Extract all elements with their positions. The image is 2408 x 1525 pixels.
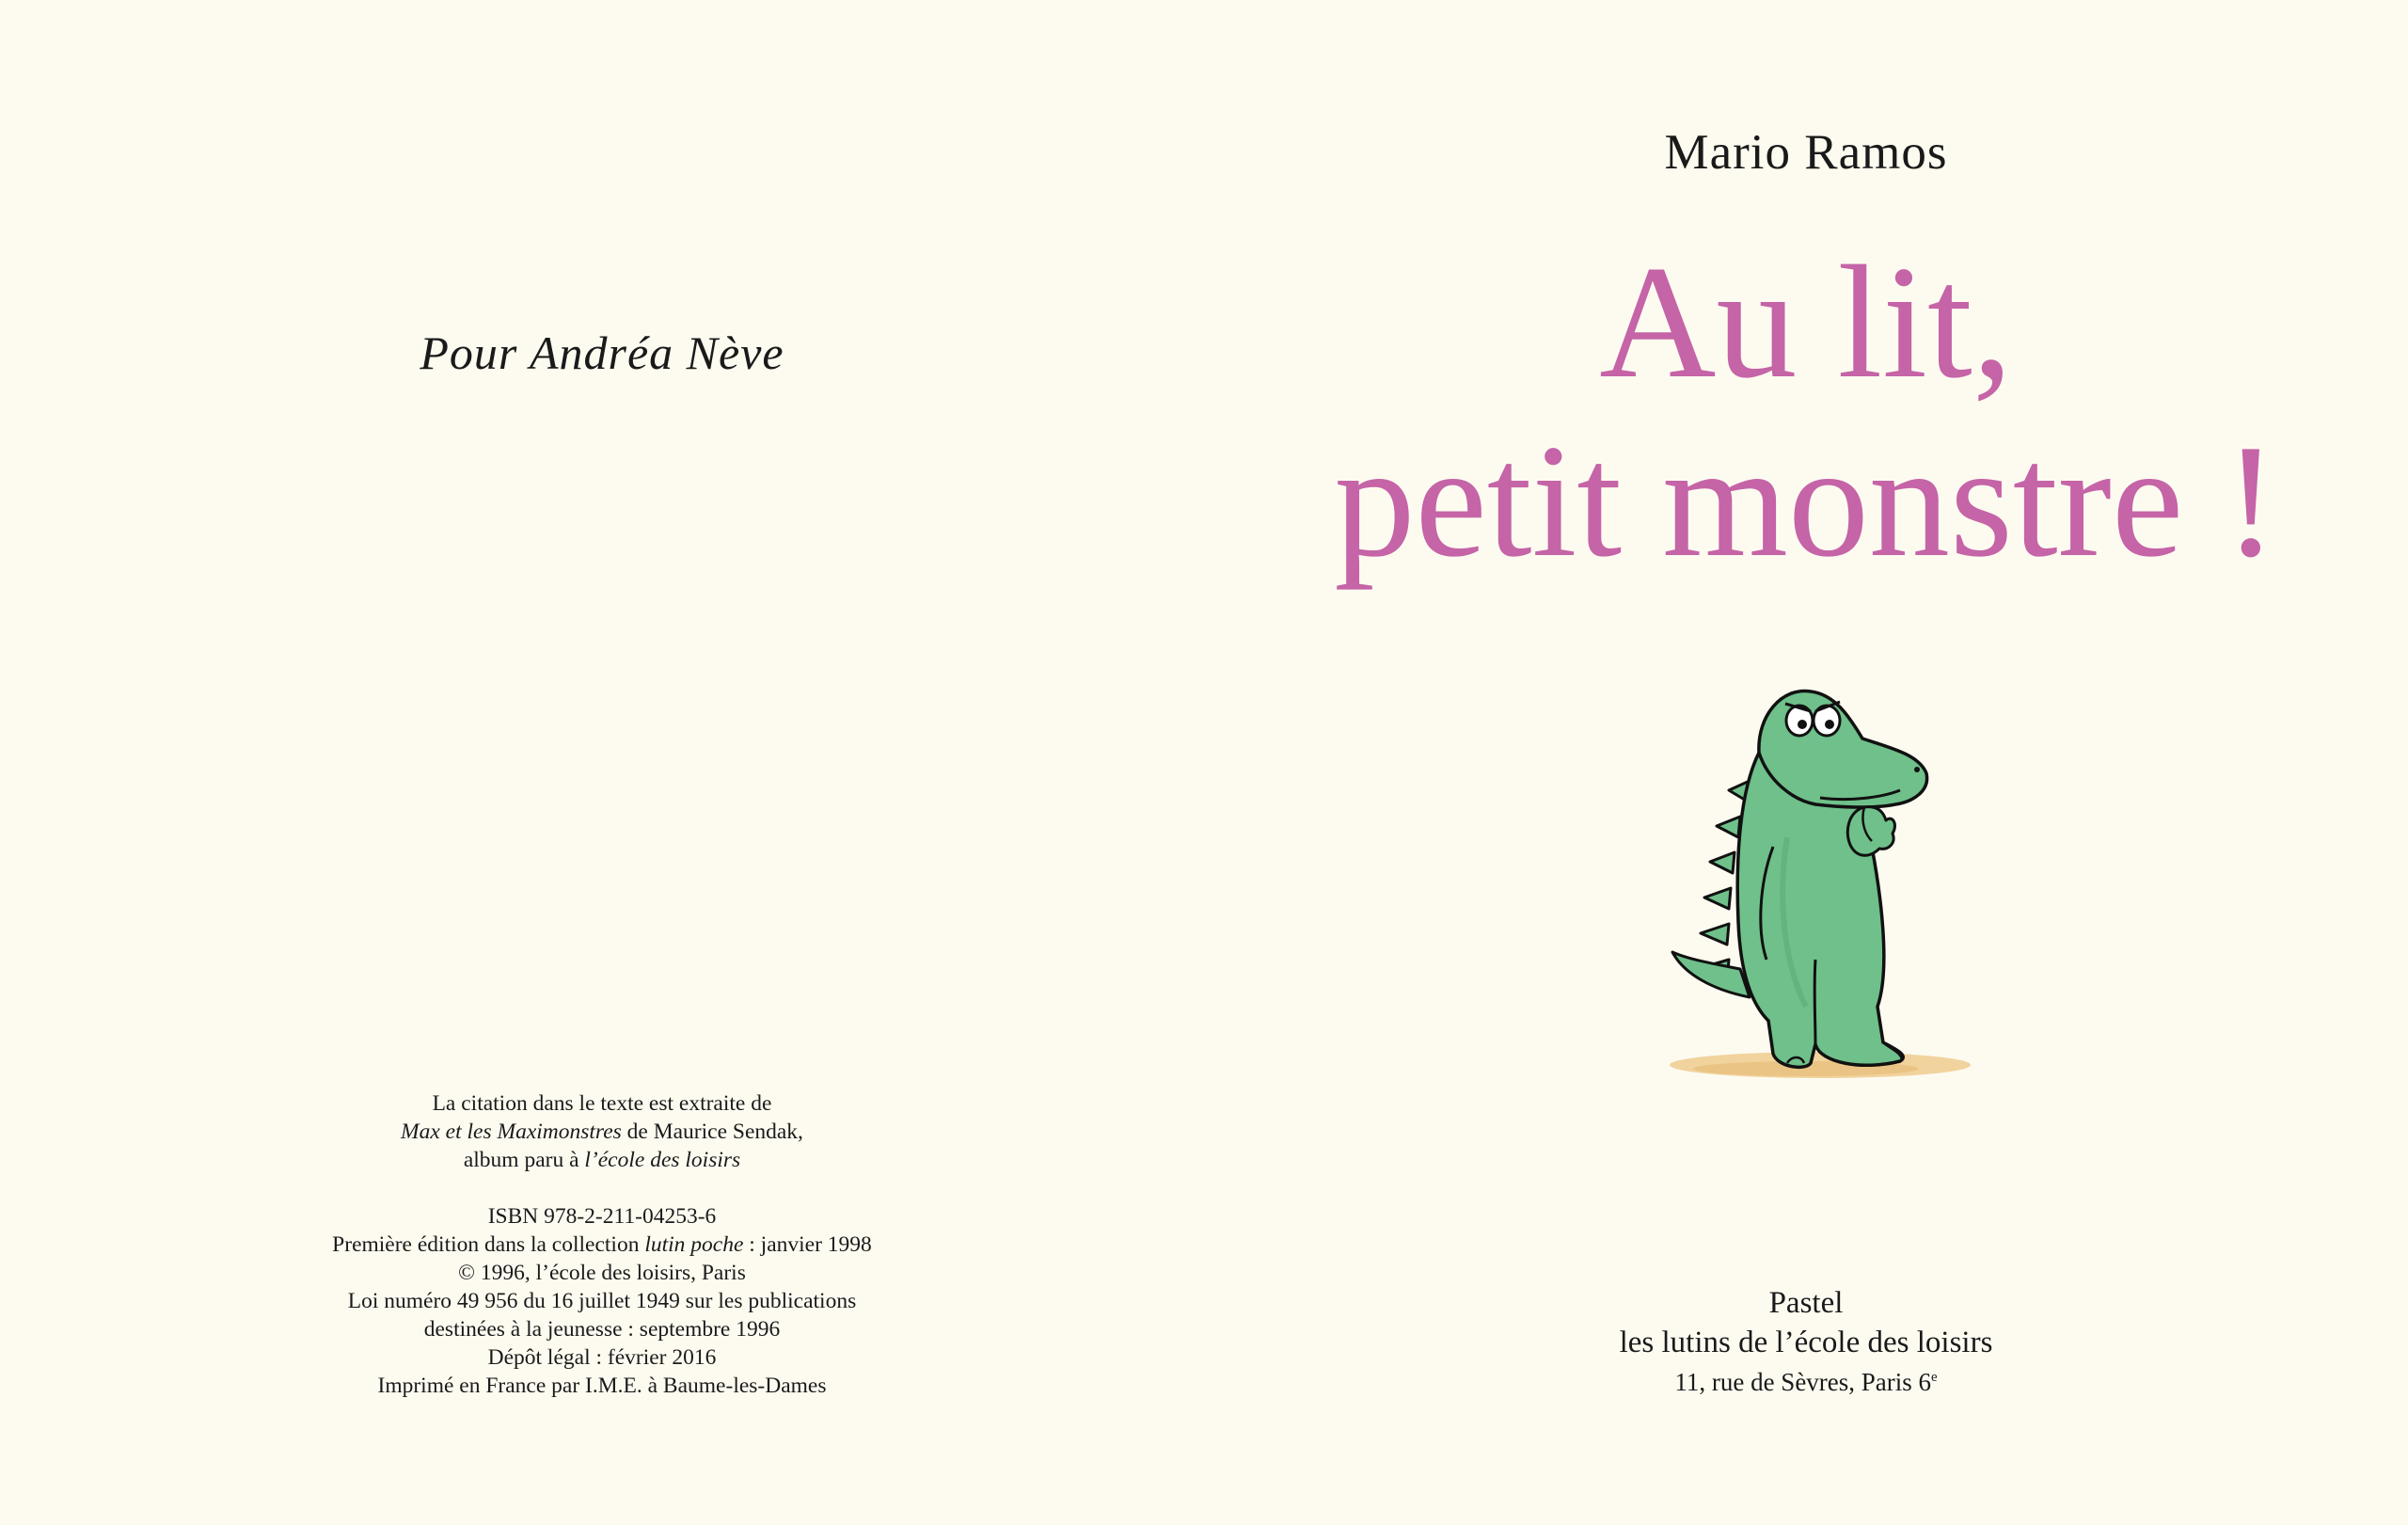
law-line-2: destinées à la jeunesse : septembre 1996 [423,1317,781,1342]
citation-published: album paru à [463,1148,585,1172]
collection-name: lutin poche [644,1232,744,1257]
green-monster-illustration [1618,649,1994,1120]
printer: Imprimé en France par I.M.E. à Baume-les-Dames [377,1374,827,1398]
title-line-2: petit monstre ! [1334,412,2278,591]
book-reference: Max et les Maximonstres [401,1120,622,1144]
publisher-block [1204,1283,2408,1402]
publisher-name: les lutins de l’école des loisirs [1619,1326,1993,1359]
address-superscript: e [1931,1370,1938,1385]
imprint-name: Pastel [1768,1286,1844,1320]
address-text: 11, rue de Sèvres, Paris 6 [1674,1368,1932,1396]
law-line-1: Loi numéro 49 956 du 16 juillet 1949 sur les publications [347,1289,857,1313]
book-title [1204,233,2408,591]
author-name: Mario Ramos [1664,125,1948,180]
first-edition [0,1231,1204,1259]
legal-deposit: Dépôt légal : février 2016 [487,1345,717,1370]
copyright: © 1996, l’école des loisirs, Paris [458,1261,746,1285]
publisher-address [1204,1362,2408,1402]
colophon [0,1089,1204,1400]
citation-line-1: La citation dans le texte est extraite de [432,1091,772,1116]
title-line-1: Au lit, [1599,233,2013,412]
citation-author: de Maurice Sendak, [621,1120,803,1144]
isbn: ISBN 978-2-211-04253-6 [487,1204,717,1229]
first-edition-start: Première édition dans la collection [332,1232,645,1257]
colophon-spacer [0,1174,1204,1202]
dedication: Pour Andréa Nève [420,326,784,379]
citation-line-2 [0,1118,1204,1146]
publisher-reference: l’école des loisirs [584,1148,741,1172]
citation-line-3 [0,1146,1204,1174]
first-edition-date: : janvier 1998 [743,1232,872,1257]
right-page [1204,0,2408,1525]
